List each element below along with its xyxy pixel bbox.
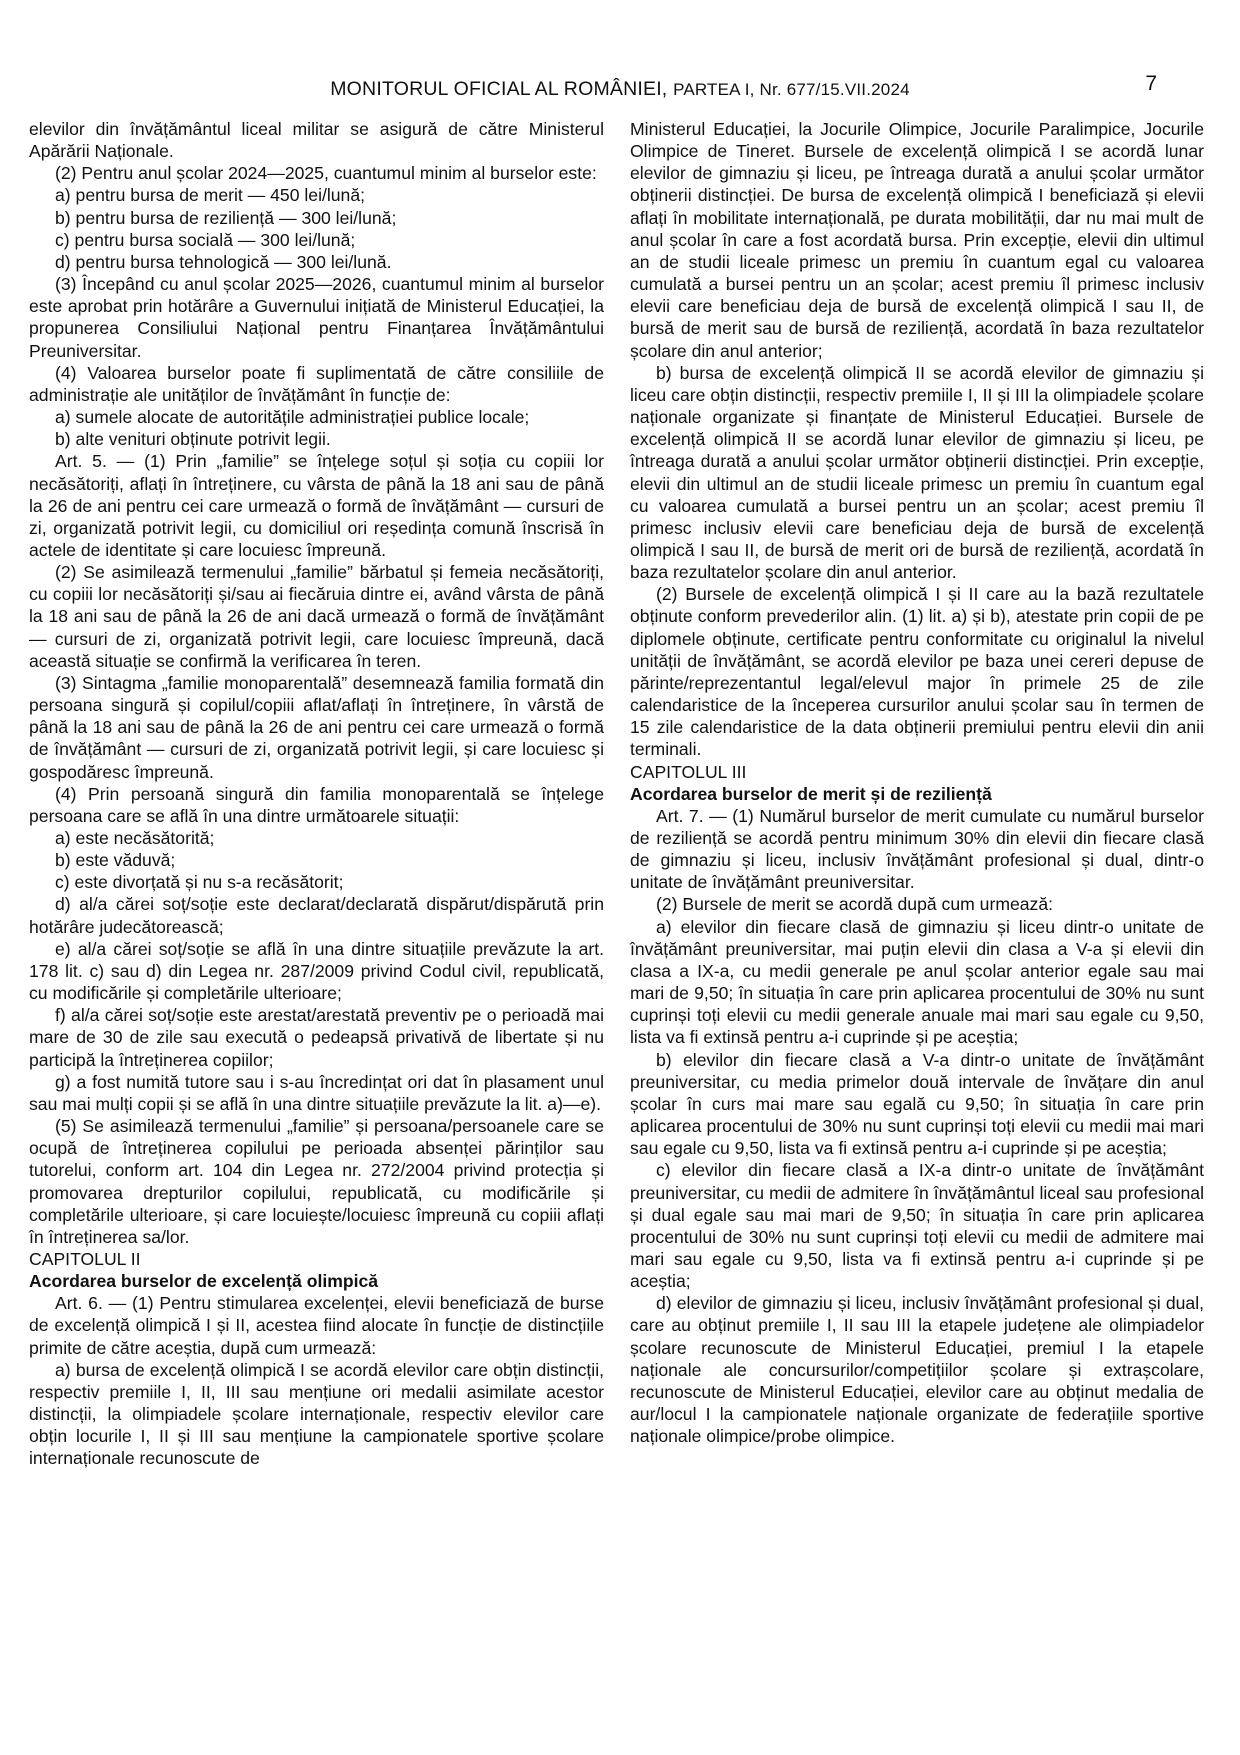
paragraph: (3) Sintagma „familie monoparentală” desemnează familia formată din persoana singură și copilul/copiii aflat/aflați în întreținere, în vârstă de până la 18 ani sau de până la 26 de ani pentru cei care urmează o formă de învățământ — cursuri de zi, organizată potrivit legii, și care locuiesc și gospodăresc împreună. xyxy=(29,672,604,782)
list-item: f) al/a cărei soț/soție este arestat/arestată preventiv pe o perioadă mai mare de 30 de zile sau execută o pedeapsă privativă de libertate și nu participă la întreținerea copiilor; xyxy=(29,1005,604,1070)
list-item: g) a fost numită tutore sau i s-au încredințat ori dat în plasament unul sau mai mulți copii și se află în una dintre situațiile prevăzute la lit. a)—e). xyxy=(29,1071,604,1114)
list-item: a) bursa de excelență olimpică I se acordă elevilor care obțin distincții, respectiv premiile I, II, III sau mențiune ori medalii asimilate acestor distincții, la olimpiadele școlare internaționale, respectiv elevilor care obțin locurile I, II și III sau mențiune la campionatele sportive școlare internaționale recunoscute de xyxy=(29,1359,604,1469)
list-item: c) pentru bursa socială — 300 lei/lună; xyxy=(55,229,356,250)
list-item: d) elevilor de gimnaziu și liceu, inclusiv învățământ profesional și dual, care au obținut premiile I, II sau III la etapele județene ale olimpiadelor școlare recunoscute de Ministerul Educației, premiul I la etapele naționale ale concursurilor/competițiilor școlare și extrașcolare, recunoscute de Ministerul Educației, elevilor care au obținut medalia de aur/locul I la campionatele naționale organizate de federațiile sportive naționale olimpice/probe olimpice. xyxy=(630,1293,1204,1447)
paragraph: (2) Bursele de excelență olimpică I și II care au la bază rezultatele obținute conform prevederilor alin. (1) lit. a) și b), atestate prin copii de pe diplomele obținute, certificate pentru conformitate cu originalul la nivelul unității de învățământ, se acordă elevilor pe baza unei cereri depuse de părinte/reprezentantul legal/elevul major în primele 25 de zile calendaristice de la începerea cursurilor anului școlar sau în termen de 15 zile calendaristice de la data obținerii premiului pentru elevii din anii terminali. xyxy=(630,584,1204,760)
right-column xyxy=(630,118,1204,1447)
chapter-title: Acordarea burselor de merit și de reziliență xyxy=(630,783,992,804)
publication-title-main: MONITORUL OFICIAL AL ROMÂNIEI, xyxy=(330,78,668,100)
list-item: c) elevilor din fiecare clasă a IX-a dintr-o unitate de învățământ preuniversitar, cu medii de admitere în învățământul liceal sau profesional și dual egale sau mai mari de 9,50; în situația în care prin aplicarea procentului de 30% nu sunt cuprinși toți elevii cu medii de admitere mai mari sau egale cu 9,50, lista va fi extinsă pentru a-i cuprinde și pe aceștia; xyxy=(630,1160,1204,1292)
chapter-title: Acordarea burselor de excelență olimpică xyxy=(29,1271,379,1292)
list-item: d) pentru bursa tehnologică — 300 lei/lună. xyxy=(55,251,392,272)
list-item: d) al/a cărei soț/soție este declarat/declarată dispărut/dispărută prin hotărâre judecătorească; xyxy=(29,894,604,937)
list-item: a) sumele alocate de autoritățile administrației publice locale; xyxy=(55,407,530,428)
article-7: Art. 7. — (1) Numărul burselor de merit cumulate cu numărul burselor de reziliență se acordă pentru minimum 30% din elevii din fiecare clasă de gimnaziu și liceu, inclusiv învățământ profesional și dual, dintr-o unitate de învățământ preuniversitar. xyxy=(630,805,1204,893)
list-item: b) alte venituri obținute potrivit legii. xyxy=(55,429,331,450)
article-6: Art. 6. — (1) Pentru stimularea excelenței, elevii beneficiază de burse de excelență olimpică I și II, acestea fiind alocate în funcție de distincțiile primite de către aceștia, după cum urmează: xyxy=(29,1293,604,1358)
list-item: a) este necăsătorită; xyxy=(55,828,215,848)
paragraph: (2) Se asimilează termenului „familie” bărbatul și femeia necăsătoriți, cu copiii lor necăsătoriți și/sau ai fiecăruia dintre ei, având vârsta de până la 18 ani sau de până la 26 de ani dacă urmează o formă de învățământ — cursuri de zi, organizată potrivit legii, care locuiesc împreună, dacă această situație se confirmă la verificarea în teren. xyxy=(29,562,604,671)
chapter-number: CAPITOLUL III xyxy=(630,761,747,782)
paragraph: (4) Prin persoană singură din familia monoparentală se înțelege persoana care se află în una dintre următoarele situații: xyxy=(29,783,604,826)
list-item: c) este divorțată și nu s-a recăsătorit; xyxy=(55,872,344,893)
paragraph: (2) Pentru anul școlar 2024—2025, cuantumul minim al burselor este: xyxy=(55,163,597,184)
list-item: b) elevilor din fiecare clasă a V-a dintr-o unitate de învățământ preuniversitar, cu media primelor două intervale de învățare din anul școlar în curs mai mare sau egală cu 9,50; în situația în care prin aplicarea procentului de 30% nu sunt cuprinși toți elevii cu medii mai mari sau egale cu 9,50, lista va fi extinsă pentru a-i cuprinde și pe aceștia; xyxy=(630,1049,1204,1159)
list-item: b) pentru bursa de reziliență — 300 lei/lună; xyxy=(55,207,397,228)
publication-title xyxy=(0,78,1240,101)
paragraph: elevilor din învățământul liceal militar se asigură de către Ministerul Apărării Naționale. xyxy=(29,119,604,162)
paragraph: (5) Se asimilează termenului „familie” și persoana/persoanele care se ocupă de întreținerea copilului pe perioada absenței părinților sau tutorelui, conform art. 104 din Legea nr. 272/2004 privind protecția și promovarea drepturilor copilului, republicată, cu modificările și completările ulterioare, și care locuiește/locuiesc împreună cu copiii aflați în întreținerea sa/lor. xyxy=(29,1116,604,1247)
page-number: 7 xyxy=(1145,72,1157,95)
paragraph: (4) Valoarea burselor poate fi suplimentată de către consiliile de administrație ale unităților de învățământ în funcție de: xyxy=(29,362,604,405)
list-item: a) pentru bursa de merit — 450 lei/lună; xyxy=(55,185,366,206)
publication-issue: PARTEA I, Nr. 677/15.VII.2024 xyxy=(673,80,910,99)
paragraph: (3) Începând cu anul școlar 2025—2026, cuantumul minim al burselor este aprobat prin hotărâre a Guvernului inițiată de Ministerul Educației, la propunerea Consiliului Național pentru Finanțarea Învățământului Preuniversitar. xyxy=(29,274,604,361)
paragraph: (2) Bursele de merit se acordă după cum urmează: xyxy=(656,894,1054,915)
page-header xyxy=(0,72,1240,108)
left-column xyxy=(29,118,604,1470)
article-5: Art. 5. — (1) Prin „familie” se înțelege soțul și soția cu copiii lor necăsătoriți, aflați în întreținere, cu vârsta de până la 18 ani sau de până la 26 de ani pentru cei care urmează o formă de învățământ — cursuri de zi, organizată potrivit legii, cu domiciliul ori reședința comună înscrisă în actele de identitate și care locuiesc împreună. xyxy=(29,451,604,560)
list-item: b) este văduvă; xyxy=(55,850,176,871)
list-item: a) elevilor din fiecare clasă de gimnaziu și liceu dintr-o unitate de învățământ preuniversitar, mai puțin elevii din clasa a V-a și elevii din clasa a IX-a, cu medii generale pe anul școlar anterior egale sau mai mari de 9,50; în situația în care prin aplicarea procentului de 30% nu sunt cuprinși toți elevii cu medii generale anuale mai mari sau egale cu 9,50, lista va fi extinsă pentru a-i cuprinde și pe aceștia; xyxy=(630,916,1204,1048)
list-item: b) bursa de excelență olimpică II se acordă elevilor de gimnaziu și liceu care obțin distincții, respectiv premiile I, II și III la olimpiadele școlare naționale organizate și finanțate de Ministerul Educației. Bursele de excelență olimpică II se acordă lunar elevilor de gimnaziu și liceu, pe întreaga durată a anului școlar următor obținerii distincției. Prin excepție, elevii din ultimul an de studii liceale primesc un premiu în cuantum egal cu valoarea cumulată a bursei pentru un an școlar; acest premiu îl primesc inclusiv elevii care beneficiau deja de bursă de excelență olimpică I sau II, de bursă de merit ori de bursă de reziliență, acordată în baza rezultatelor școlare din anul anterior. xyxy=(630,362,1204,583)
list-item: e) al/a cărei soț/soție se află în una dintre situațiile prevăzute la art. 178 lit. c) sau d) din Legea nr. 287/2009 privind Codul civil, republicată, cu modificările și completările ulterioare; xyxy=(29,938,604,1004)
paragraph: Ministerul Educației, la Jocurile Olimpice, Jocurile Paralimpice, Jocurile Olimpice de Tineret. Bursele de excelență olimpică I se acordă lunar elevilor de gimnaziu și liceu, pe întreaga durată a anului școlar următor obținerii distincției. De bursa de excelență olimpică I beneficiază și elevii aflați în mobilitate internațională, pe durata mobilității, dar nu mai mult de anul școlar în care a fost acordată bursa. Prin excepție, elevii din ultimul an de studii liceale primesc un premiu în cuantum egal cu valoarea cumulată a bursei pentru un an școlar; acest premiu îl primesc inclusiv elevii care beneficiau deja de bursă de excelență olimpică I sau II, de bursă de merit sau de bursă de reziliență, acordată în baza rezultatelor școlare din anul anterior; xyxy=(630,119,1204,361)
chapter-number: CAPITOLUL II xyxy=(29,1248,141,1269)
